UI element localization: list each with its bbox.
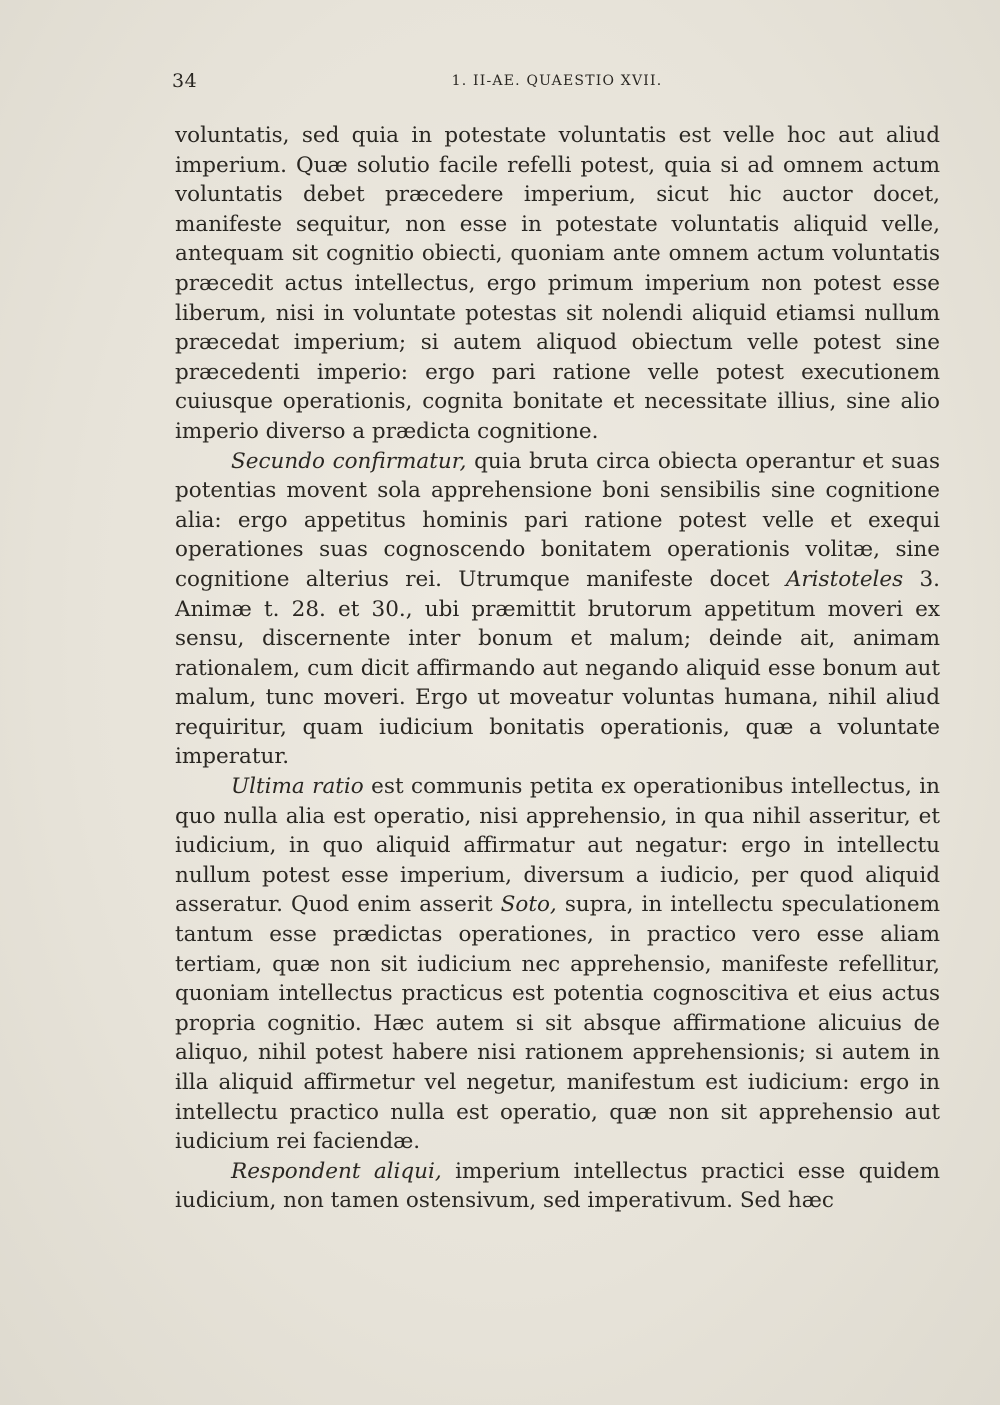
running-head [172,70,942,100]
paragraph [175,121,940,447]
text-segment: est communis petita ex operationibus intellectus, in quo nulla alia est operatio, nisi apprehensio, in qua nihil asseritur, et iudicium, in quo aliquid affirmatur aut negatur: ergo in intellectu nullum potest esse imperium, diversum a iudicio, per quod aliquid asseratur. Quod enim asserit [175,774,940,918]
running-title: 1. II-AE. QUAESTIO XVII. [451,73,663,89]
italic-segment: Secundo confirmatur, [231,448,467,474]
italic-segment: Ultima ratio [231,774,364,800]
italic-segment: Soto, [500,892,557,918]
paragraph [175,1157,940,1216]
paragraph [175,447,940,773]
text-segment: imperium intellectus practici esse quidem iudicium, non tamen ostensivum, sed imperativum. Sed hæc [175,1158,940,1214]
text-segment: supra, in intellectu speculationem tantum esse prædictas operationes, in practico vero esse aliam tertiam, quæ non sit iudicium nec apprehensio, manifeste refellitur, quoniam intellectus practicus est potentia cognoscitiva et eius actus propria cognitio. Hæc autem si sit absque affirmatione alicuius de aliquo, nihil potest habere nisi rationem apprehensionis; si autem in illa aliquid affirmetur vel negetur, manifestum est iudicium: ergo in intellectu practico nulla est operatio, quæ non sit apprehensio aut iudicium rei faciendæ. [175,892,940,1155]
text-segment: voluntatis, sed quia in potestate voluntatis est velle hoc aut aliud imperium. Quæ solutio facile refelli potest, quia si ad omnem actum voluntatis debet præcedere imperium, sicut hic auctor docet, manifeste sequitur, non esse in potestate voluntatis aliquid velle, antequam sit cognitio obiecti, quoniam ante omnem actum voluntatis præcedit actus intellectus, ergo primum imperium non potest esse liberum, nisi in voluntate potestas sit nolendi aliquid etiamsi nullum præcedat imperium; si autem aliquod obiectum velle potest sine præcedenti imperio: ergo pari ratione velle potest executionem cuiusque operationis, cognita bonitate et necessitate illius, sine alio imperio diverso a prædicta cognitione. [175,123,940,444]
italic-segment: Aristoteles [785,566,904,592]
page-number: 34 [172,70,198,92]
paragraph [175,772,940,1157]
body-text [175,121,940,1216]
text-segment: quia bruta circa obiecta operantur et suas potentias movent sola apprehensione boni sensibilis sine cognitione alia: ergo appetitus hominis pari ratione potest velle et exequi operationes suas cognoscendo bonitatem operationis volitæ, sine cognitione alterius rei. Utrumque manifeste docet [175,448,940,592]
text-segment: 3. Animæ t. 28. et 30., ubi præmittit brutorum appetitum moveri ex sensu, discernente inter bonum et malum; deinde ait, animam rationalem, cum dicit affirmando aut negando aliquid esse bonum aut malum, tunc moveri. Ergo ut moveatur voluntas humana, nihil aliud requiritur, quam iudicium bonitatis operationis, quæ a voluntate imperatur. [175,566,940,770]
italic-segment: Respondent aliqui, [231,1158,442,1184]
